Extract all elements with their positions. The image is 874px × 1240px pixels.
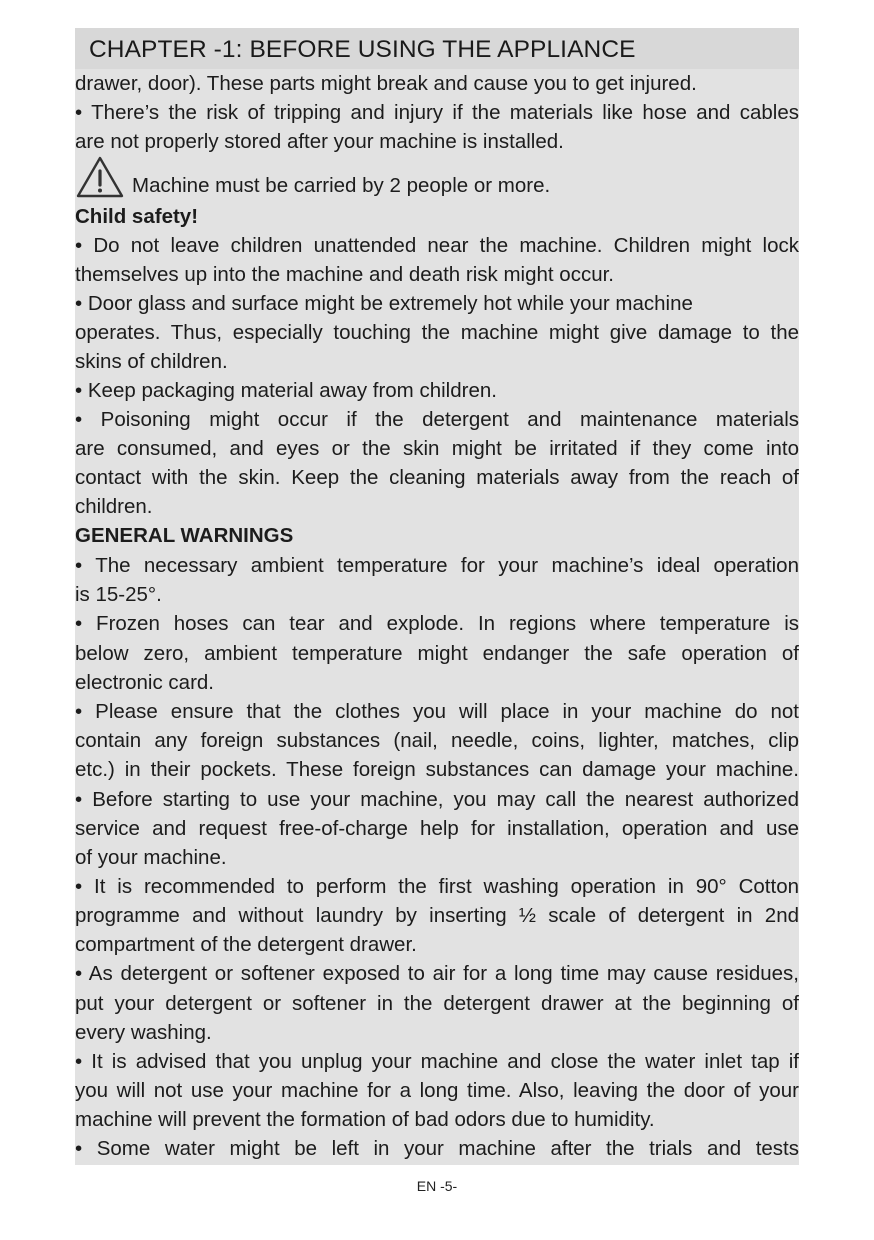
text-line: you will not use your machine for a long time. Also, leaving the door of your (75, 1079, 799, 1102)
text-line: drawer, door). These parts might break and cause you to get injured. (75, 72, 697, 95)
text-line: • Before starting to use your machine, you may call the nearest authorized (75, 788, 799, 811)
text-line: service and request free-of-charge help for installation, operation and use (75, 817, 799, 840)
text-line: children. (75, 495, 153, 518)
text-line: put your detergent or softener in the detergent drawer at the beginning of (75, 992, 799, 1015)
text-line: • As detergent or softener exposed to air for a long time may cause residues, (75, 962, 799, 985)
text-line: • Poisoning might occur if the detergent and maintenance materials (75, 408, 799, 431)
chapter-header (75, 28, 799, 69)
page-number: EN -5- (416, 1178, 458, 1194)
text-line: skins of children. (75, 350, 228, 373)
text-line: programme and without laundry by inserting ½ scale of detergent in 2nd (75, 904, 799, 927)
text-line: machine will prevent the formation of bad odors due to humidity. (75, 1108, 655, 1131)
text-line: • Do not leave children unattended near the machine. Children might lock (75, 234, 799, 257)
warning-text: Machine must be carried by 2 people or more. (132, 174, 551, 197)
text-line: contain any foreign substances (nail, needle, coins, lighter, matches, clip (75, 729, 799, 752)
text-line: • It is recommended to perform the first washing operation in 90° Cotton (75, 875, 799, 898)
text-line: every washing. (75, 1021, 212, 1044)
text-line: • Keep packaging material away from children. (75, 379, 497, 402)
carry-warning (75, 155, 799, 201)
text-line: • There’s the risk of tripping and injury if the materials like hose and cables (75, 101, 799, 124)
chapter-title: CHAPTER -1: BEFORE USING THE APPLIANCE (89, 36, 636, 63)
text-line: electronic card. (75, 671, 215, 694)
text-line: • Frozen hoses can tear and explode. In regions where temperature is (75, 612, 799, 635)
warning-triangle-icon (75, 155, 125, 199)
page-content (75, 69, 799, 1165)
text-line: etc.) in their pockets. These foreign substances can damage your machine. (75, 758, 799, 781)
text-line: themselves up into the machine and death risk might occur. (75, 263, 614, 286)
text-line: operates. Thus, especially touching the machine might give damage to the (75, 321, 799, 344)
text-line: • The necessary ambient temperature for your machine’s ideal operation (75, 554, 799, 577)
text-line: is 15-25°. (75, 583, 162, 606)
text-line: • Some water might be left in your machine after the trials and tests (75, 1137, 799, 1160)
section-heading-general-warnings: GENERAL WARNINGS (75, 524, 294, 547)
text-line: • Door glass and surface might be extremely hot while your machine (75, 292, 693, 315)
text-line: • It is advised that you unplug your machine and close the water inlet tap if (75, 1050, 799, 1073)
text-line: compartment of the detergent drawer. (75, 933, 417, 956)
text-line: of your machine. (75, 846, 227, 869)
text-line: are consumed, and eyes or the skin might be irritated if they come into (75, 437, 799, 460)
section-heading-child-safety: Child safety! (75, 205, 199, 228)
text-line: below zero, ambient temperature might endanger the safe operation of (75, 642, 799, 665)
text-line: are not properly stored after your machine is installed. (75, 130, 564, 153)
text-line: contact with the skin. Keep the cleaning materials away from the reach of (75, 466, 799, 489)
text-line: • Please ensure that the clothes you will place in your machine do not (75, 700, 799, 723)
